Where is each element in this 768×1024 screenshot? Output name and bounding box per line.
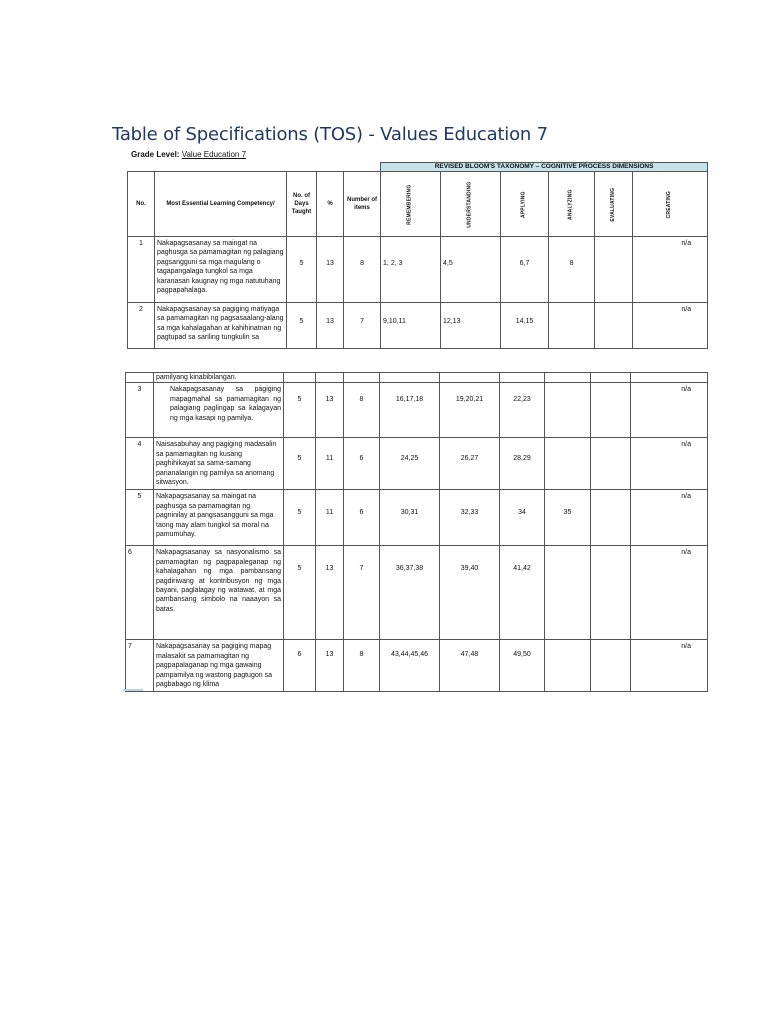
row-remembering: 24,25 (380, 438, 440, 490)
header-remembering: REMEMBERING (381, 172, 441, 237)
grade-level (131, 150, 246, 159)
row-competency: Nakapagsasanay sa pagiging mapag malasakit sa pamamagitan ng pagpapalaganap ng mga gawaing pampamilya ng wastong pagtugon sa pagbabago ng klima (154, 640, 284, 692)
row-items: 8 (344, 237, 381, 303)
row-competency: Naisasabuhay ang pagiging madasalin sa pamamagitan ng kusang paghihikayat sa sama-samang pananalangin ng pamilya sa anomang sitwasyon. (154, 438, 284, 490)
table-row (128, 237, 708, 303)
row-evaluating (591, 383, 631, 438)
table-row (126, 383, 708, 438)
row-creating: n/a (633, 237, 708, 303)
row-applying: 28,29 (500, 438, 545, 490)
row-days: 5 (284, 546, 316, 640)
table-row (126, 640, 708, 692)
row-percent: 13 (317, 237, 344, 303)
row-remembering: 43,44,45,46 (380, 640, 440, 692)
row-analyzing (549, 303, 595, 349)
header-understanding: UNDERSTANDING (441, 172, 501, 237)
row-analyzing (545, 546, 591, 640)
row-competency: Nakapagsasanay sa pagiging mapagmahal sa pamamagitan ng palagiang paglingap sa kalagayan ng mga kasapi ng pamilya. (154, 383, 284, 438)
row-analyzing (545, 383, 591, 438)
row-days: 5 (284, 383, 316, 438)
row-applying: 22,23 (500, 383, 545, 438)
row-evaluating (591, 546, 631, 640)
row-evaluating (595, 303, 633, 349)
row-understanding: 4,5 (441, 237, 501, 303)
row-competency: Nakapagsasanay sa maingat na paghusga sa pamamagitan ng palagiang pagsangguni sa mga magulang o tagapangalaga tungkol sa mga karanasan kaugnay ng mga natutuhang pagpapahalaga. (155, 237, 287, 303)
row-applying: 41,42 (500, 546, 545, 640)
header-no: No. (128, 172, 155, 237)
row-no: 5 (126, 490, 154, 546)
row-percent: 13 (316, 546, 344, 640)
row-creating: n/a (631, 490, 708, 546)
row-competency: Nakapagsasanay sa nasyonalismo sa pamamagitan ng pagpapaleganap ng kahalagahan ng mga pambansang pagdiriwang at kontribusyon ng mga bayani, paglalagay ng watawat, at mga pambansang simbolo na naaayon sa batas. (154, 546, 284, 640)
row-remembering: 30,31 (380, 490, 440, 546)
row-creating: n/a (631, 383, 708, 438)
tos-table-page-1 (127, 162, 708, 349)
table-row (126, 438, 708, 490)
row-items: 7 (344, 303, 381, 349)
row-understanding: 32,33 (440, 490, 500, 546)
row-competency: Nakapagsasanay sa maingat na paghusga sa pamamagitan ng pagninilay at pangsasangguni sa mga taong may alam tungkol sa moral na pamumuhay. (154, 490, 284, 546)
row-analyzing: 35 (545, 490, 591, 546)
row-days: 5 (287, 237, 317, 303)
table-row (128, 303, 708, 349)
row-no: 1 (128, 237, 155, 303)
row-no: 4 (126, 438, 154, 490)
row-understanding: 47,48 (440, 640, 500, 692)
row-evaluating (591, 438, 631, 490)
row-evaluating (591, 490, 631, 546)
grade-level-value: Value Education 7 (181, 150, 247, 159)
continuation-row (126, 373, 708, 383)
document-title: Table of Specifications (TOS) - Values Education 7 (112, 124, 548, 145)
row-analyzing (545, 640, 591, 692)
row-items: 6 (344, 438, 380, 490)
row-percent: 13 (316, 640, 344, 692)
row-applying: 6,7 (501, 237, 549, 303)
tos-table-page-2 (125, 372, 708, 692)
row-evaluating (591, 640, 631, 692)
header-competency: Most Essential Learning Competency/ (155, 172, 287, 237)
header-days-taught: No. of Days Taught (287, 172, 317, 237)
row-remembering: 1, 2, 3 (381, 237, 441, 303)
row-items: 7 (344, 546, 380, 640)
row-days: 5 (284, 490, 316, 546)
row-remembering: 16,17,18 (380, 383, 440, 438)
header-items-label: items (354, 205, 370, 211)
row-analyzing: 8 (549, 237, 595, 303)
page-footer-mark (123, 689, 143, 691)
row-items: 8 (344, 383, 380, 438)
row-no: 6 (126, 546, 154, 640)
row-days: 5 (287, 303, 317, 349)
row-no: 2 (128, 303, 155, 349)
row-understanding: 39,40 (440, 546, 500, 640)
row-no: 3 (126, 383, 154, 438)
header-analyzing: ANALYZING (549, 172, 595, 237)
row-analyzing (545, 438, 591, 490)
header-number-of-items (344, 172, 381, 237)
row-remembering: 36,37,38 (380, 546, 440, 640)
row-percent: 13 (316, 383, 344, 438)
row-understanding: 19,20,21 (440, 383, 500, 438)
row-days: 5 (284, 438, 316, 490)
row-creating: n/a (633, 303, 708, 349)
row-competency: Nakapagsasanay sa pagiging matiyaga sa pamamagitan ng pagsasaalang-alang sa mga kahalagahan at kahihinatnan ng pagtupad sa sariling tungkulin sa (155, 303, 287, 349)
header-applying: APPLYING (501, 172, 549, 237)
row-items: 6 (344, 490, 380, 546)
row-creating: n/a (631, 438, 708, 490)
header-percent: % (317, 172, 344, 237)
row-understanding: 26,27 (440, 438, 500, 490)
header-evaluating: EVALUATING (595, 172, 633, 237)
row-percent: 11 (316, 490, 344, 546)
row-items: 8 (344, 640, 380, 692)
bloom-taxonomy-header: REVISED BLOOM'S TAXONOMY – COGNITIVE PROCESS DIMENSIONS (381, 163, 708, 172)
row-percent: 11 (316, 438, 344, 490)
row-applying: 34 (500, 490, 545, 546)
grade-level-label: Grade Level: (131, 150, 180, 159)
row-applying: 14,15 (501, 303, 549, 349)
row-remembering: 9,10,11 (381, 303, 441, 349)
row-no: 7 (126, 640, 154, 692)
continuation-text: pamilyang kinabibilangan. (154, 373, 284, 383)
row-evaluating (595, 237, 633, 303)
row-days: 6 (284, 640, 316, 692)
row-creating: n/a (631, 546, 708, 640)
row-understanding: 12,13 (441, 303, 501, 349)
table-row (126, 490, 708, 546)
header-creating: CREATING (633, 172, 708, 237)
row-percent: 13 (317, 303, 344, 349)
table-row (126, 546, 708, 640)
row-applying: 49,50 (500, 640, 545, 692)
row-creating: n/a (631, 640, 708, 692)
header-number-of-label: Number of (347, 197, 378, 203)
